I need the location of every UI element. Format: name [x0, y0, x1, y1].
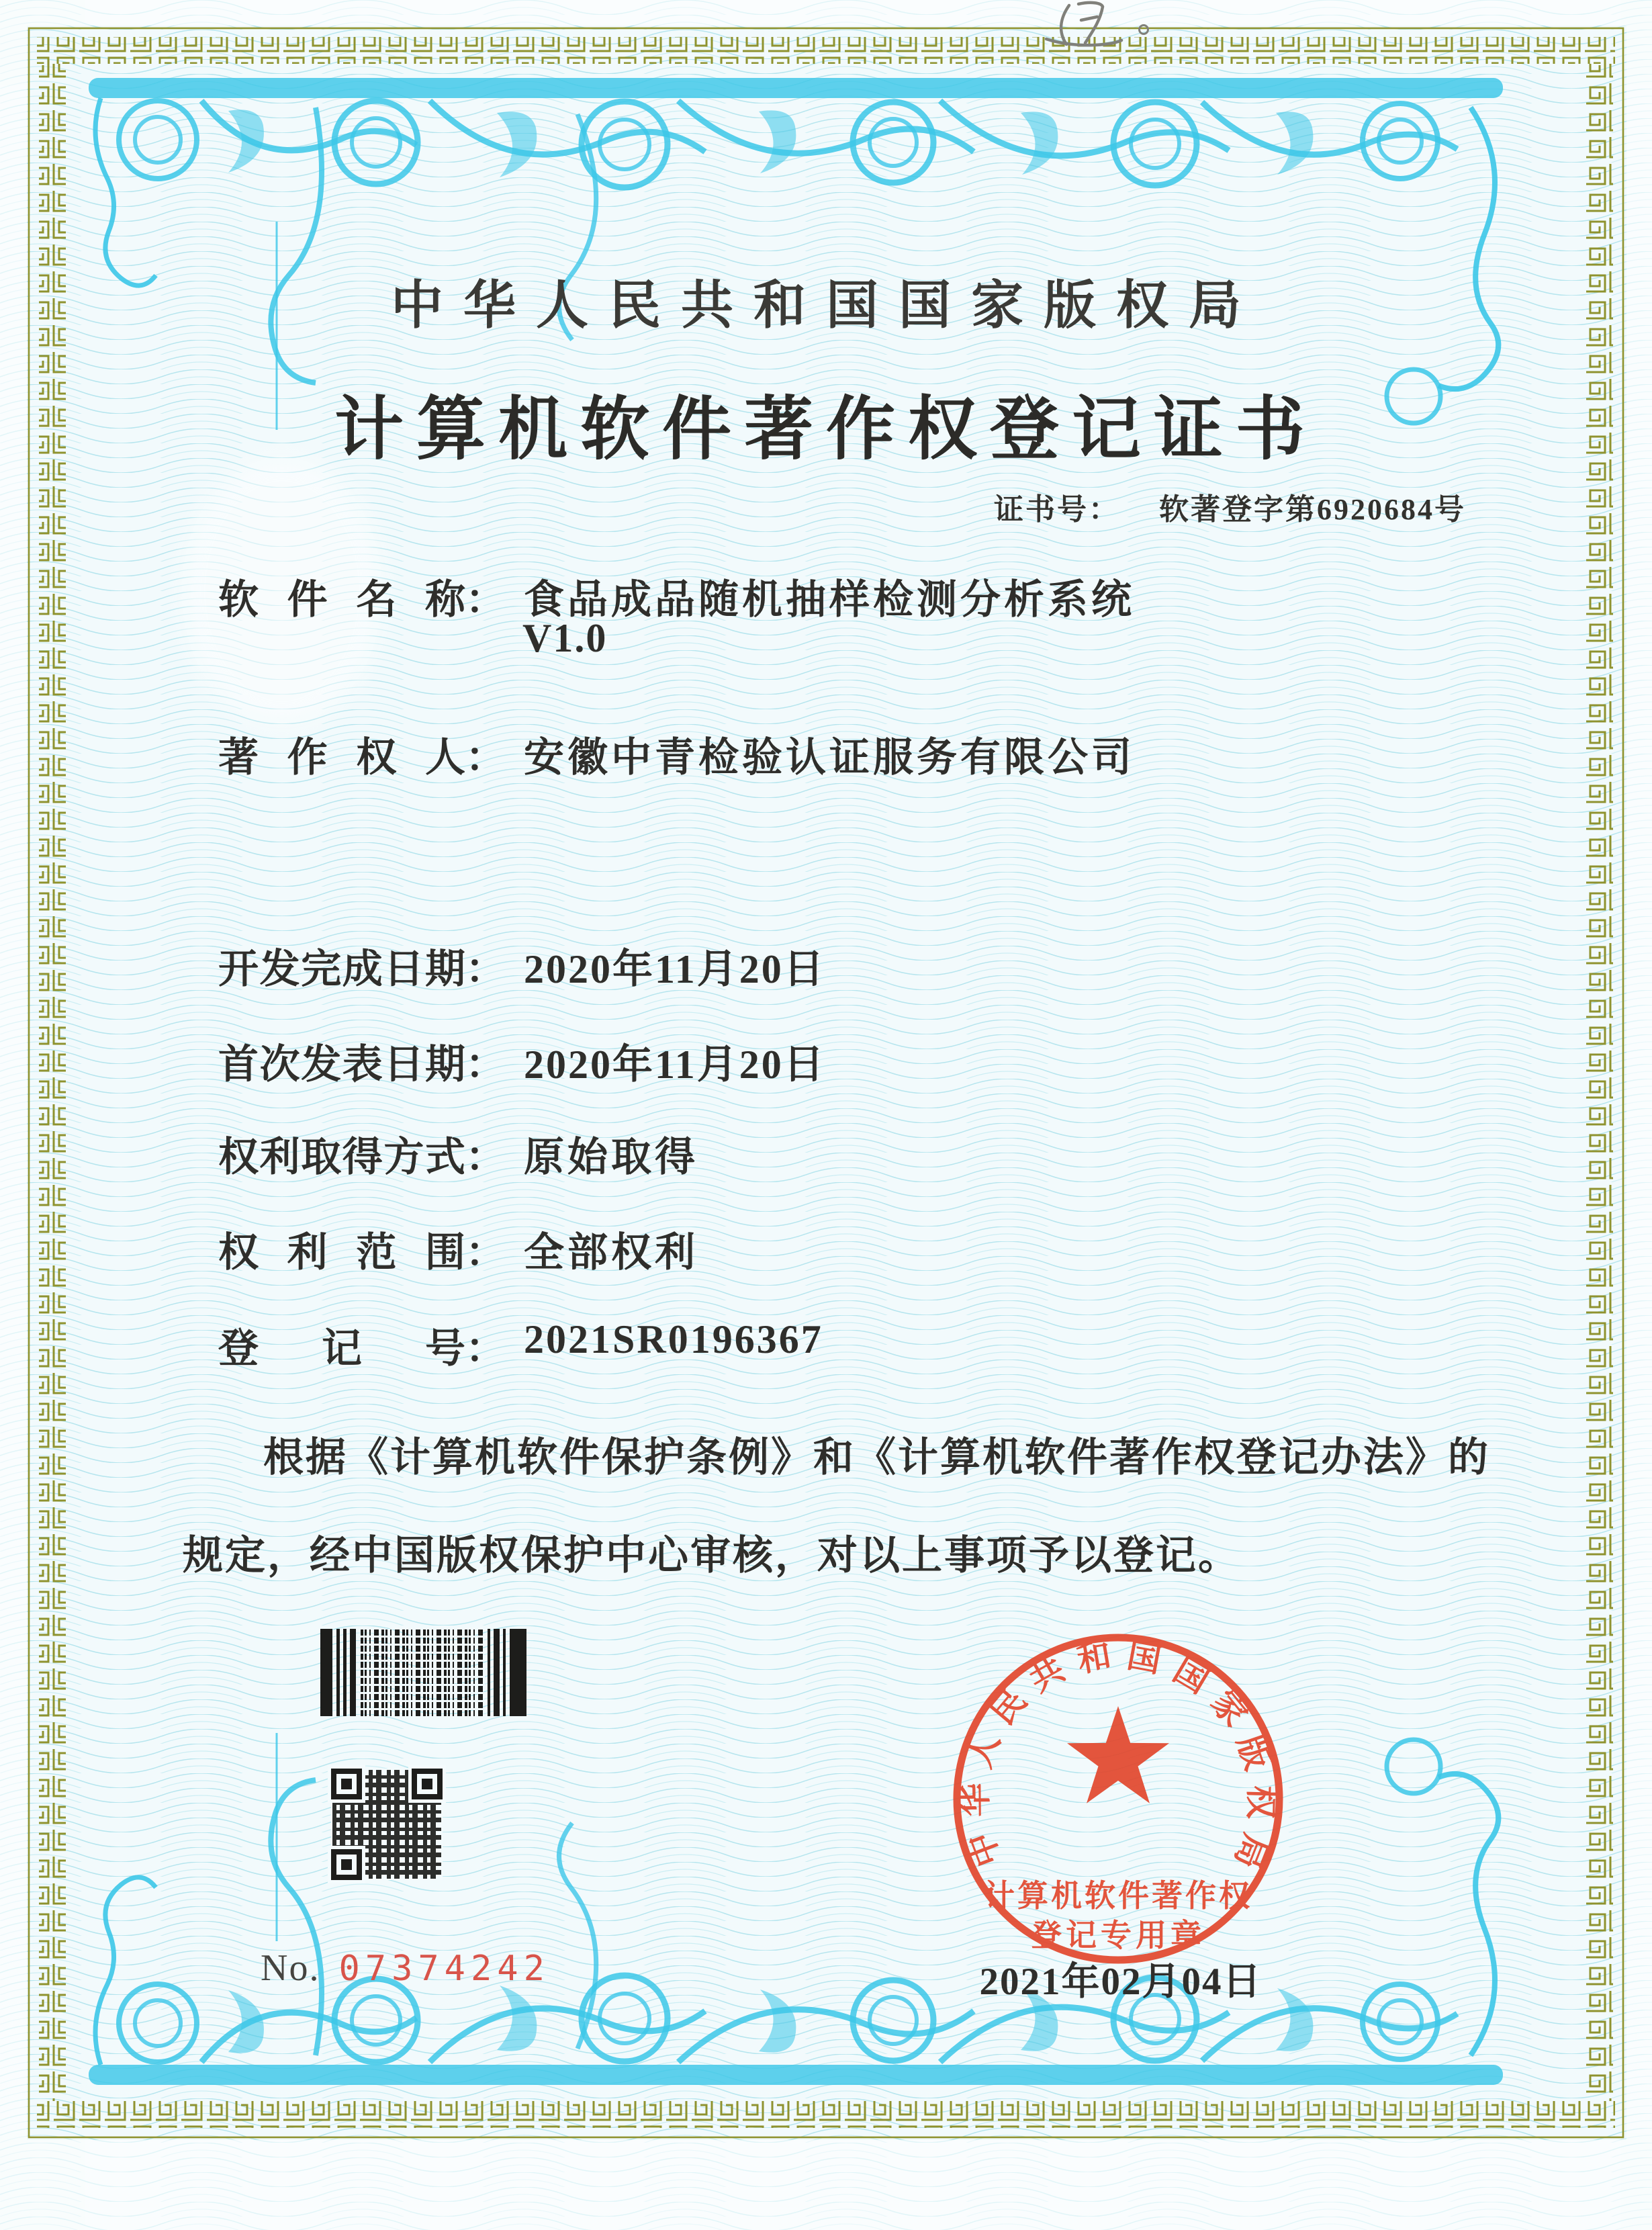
serial-number-label: No. — [261, 1947, 320, 1989]
copyright-holder-colon: ： — [465, 735, 506, 780]
qr-finder-top-right — [412, 1769, 443, 1799]
rights-scope-label-text: 权 利 范 围 — [218, 1231, 465, 1275]
statement-line-1: 根据《计算机软件保护条例》和《计算机软件著作权登记办法》的 — [263, 1435, 1490, 1480]
seal-star-icon — [1067, 1706, 1169, 1803]
dev-complete-date-colon: ： — [465, 947, 506, 991]
field-row-registration-number — [0, 1317, 1652, 1370]
software-version-value: V1.0 — [522, 616, 608, 660]
qr-finder-top-left — [331, 1769, 362, 1799]
barcode-modules — [361, 1629, 485, 1716]
serial-number-value: 07374242 — [338, 1949, 550, 1989]
software-name-colon: ： — [465, 578, 506, 622]
registration-number-value: 2021SR0196367 — [524, 1317, 823, 1362]
registration-number-label-text: 登 记 号 — [218, 1327, 465, 1371]
field-row-first-publish-date — [0, 1032, 1652, 1086]
seal-arc-text: 中华人民共和国国家版权局 — [956, 1636, 1281, 1874]
rights-scope-colon: ： — [465, 1231, 506, 1275]
meander-border-bottom — [37, 2101, 1615, 2128]
cert-number-label: 证书号： — [994, 493, 1120, 526]
qr-finder-bottom-left — [331, 1849, 362, 1880]
qr-code — [331, 1769, 443, 1880]
registration-number-colon: ： — [465, 1327, 506, 1371]
copyright-holder-label-text: 著 作 权 人 — [218, 735, 465, 780]
rights-acquisition-colon: ： — [465, 1135, 506, 1179]
dev-complete-date-label-text: 开 发 完 成 日 期 — [218, 947, 465, 991]
registration-seal — [930, 1611, 1306, 1987]
authority-title: 中华人民共和国国家版权局 — [390, 276, 1261, 334]
field-row-copyright-holder — [0, 725, 1652, 779]
field-row-rights-scope — [0, 1220, 1652, 1274]
issue-date: 2021年02月04日 — [979, 1961, 1263, 2003]
rights-acquisition-label-text: 权 利 取 得 方 式 — [218, 1135, 465, 1179]
certificate-title: 计算机软件著作权登记证书 — [334, 392, 1318, 468]
rights-acquisition-label — [218, 1125, 506, 1183]
copyright-holder-label — [218, 725, 506, 783]
field-row-dev-complete-date — [0, 937, 1652, 991]
first-publish-date-colon: ： — [465, 1042, 506, 1087]
serial-number-line — [261, 1947, 550, 1990]
software-name-label-text: 软 件 名 称 — [218, 578, 465, 622]
field-row-software-name — [0, 568, 1652, 621]
registration-number-label — [218, 1317, 506, 1374]
software-name-value: 食品成品随机抽样检测分析系统 — [524, 578, 1135, 622]
meander-border-top — [37, 37, 1615, 64]
first-publish-date-value: 2020年11月20日 — [524, 1042, 826, 1087]
field-row-rights-acquisition — [0, 1125, 1652, 1179]
first-publish-date-label-text: 首 次 发 表 日 期 — [218, 1042, 465, 1087]
seal-text-line-2: 登记专用章 — [1031, 1918, 1205, 1953]
barcode — [320, 1629, 529, 1716]
statement-line-2: 规定，经中国版权保护中心审核，对以上事项予以登记。 — [183, 1533, 1240, 1578]
cert-number-line — [994, 485, 1466, 528]
rights-acquisition-value: 原始取得 — [524, 1135, 698, 1179]
rights-scope-label — [218, 1220, 506, 1278]
software-name-label — [218, 568, 506, 625]
dev-complete-date-value: 2020年11月20日 — [524, 947, 826, 991]
rights-scope-value: 全部权利 — [524, 1231, 698, 1275]
first-publish-date-label — [218, 1032, 506, 1090]
dev-complete-date-label — [218, 937, 506, 995]
cert-number-value: 软著登字第6920684号 — [1159, 493, 1466, 526]
copyright-holder-value: 安徽中青检验认证服务有限公司 — [524, 735, 1135, 780]
seal-text-line-1: 计算机软件著作权 — [984, 1879, 1252, 1913]
